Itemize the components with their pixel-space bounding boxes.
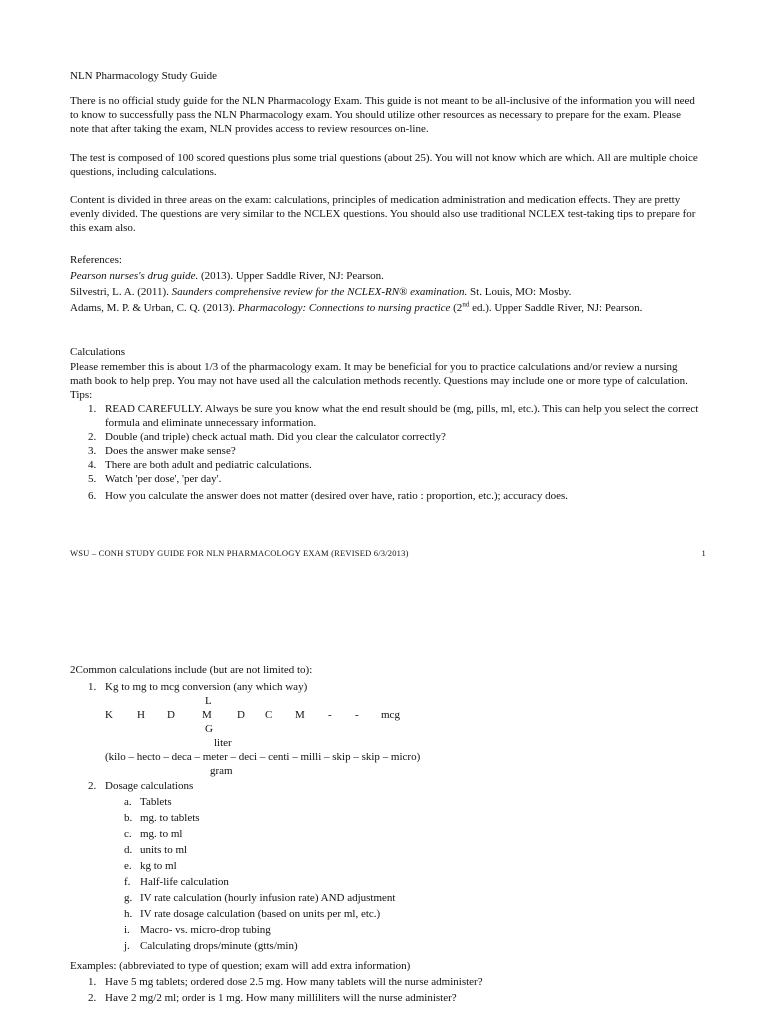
tip-text: Double (and triple) check actual math. Did you clear the calculator correctly? <box>105 431 446 443</box>
tip-item <box>70 489 700 503</box>
reference-2-author: Silvestri, L. A. (2011). <box>70 286 172 298</box>
metric-dash-2: - <box>355 709 359 721</box>
tip-text: How you calculate the answer does not matter (desired over have, ratio : proportion, etc.); accuracy does. <box>105 490 569 502</box>
sub-letter: h. <box>124 908 133 920</box>
metric-K: K <box>105 709 113 721</box>
sub-item <box>70 827 700 841</box>
sub-text: units to ml <box>140 844 188 856</box>
footer-text: WSU – CONH STUDY GUIDE FOR NLN PHARMACOLOGY EXAM (REVISED 6/3/2013) <box>70 548 409 558</box>
calculations-text: Please remember this is about 1/3 of the pharmacology exam. It may be beneficial for you to practice calculations and/or review a nursing math book to help prep. You may not have used all the calculation methods recently. Questions may include one or more type of calculation. <box>70 361 688 387</box>
sub-letter: f. <box>124 876 131 888</box>
sub-letter: a. <box>124 796 132 808</box>
test-paragraph: The test is composed of 100 scored questions plus some trial questions (about 25). You will not know which are which. All are multiple choice questions, including calculations. <box>70 152 698 178</box>
sub-text: Calculating drops/minute (gtts/min) <box>140 940 298 952</box>
item-number: 2. <box>88 780 97 792</box>
sub-text: Tablets <box>140 796 172 808</box>
metric-mcg: mcg <box>381 709 400 721</box>
list-item <box>70 680 700 694</box>
tip-item <box>70 444 700 458</box>
metric-dash-1: - <box>328 709 332 721</box>
sub-text: mg. to tablets <box>140 812 200 824</box>
metric-gram: gram <box>210 765 233 777</box>
reference-2 <box>70 285 700 299</box>
sub-letter: g. <box>124 892 133 904</box>
sub-item <box>70 923 700 937</box>
sub-item <box>70 859 700 873</box>
reference-1-title: Pearson nurses's drug guide. <box>70 270 199 282</box>
sub-item <box>70 907 700 921</box>
examples-heading: Examples: (abbreviated to type of question; exam will add extra information) <box>70 960 411 972</box>
tip-text: Watch 'per dose', 'per day'. <box>105 473 222 485</box>
examples-list <box>70 975 700 1005</box>
tip-number: 4. <box>88 459 97 471</box>
tip-number: 3. <box>88 445 97 457</box>
sub-item <box>70 891 700 905</box>
example-item <box>70 991 700 1005</box>
tip-text: Does the answer make sense? <box>105 445 236 457</box>
common-calculations-list <box>70 680 700 694</box>
example-number: 1. <box>88 976 97 988</box>
references-section <box>70 253 700 315</box>
page-2 <box>70 663 700 1005</box>
sub-text: Half-life calculation <box>140 876 229 888</box>
document-title: NLN Pharmacology Study Guide <box>70 70 217 82</box>
content-paragraph: Content is divided in three areas on the exam: calculations, principles of medication administration and medication effects. They are pretty evenly divided. The questions are very similar to the NCLEX questions. You should also use traditional NCLEX test-taking tips to prepare for this exam also. <box>70 194 696 234</box>
metric-D2: D <box>237 709 245 721</box>
reference-2-rest: St. Louis, MO: Mosby. <box>467 286 572 298</box>
sub-item <box>70 795 700 809</box>
sub-letter: e. <box>124 860 132 872</box>
example-item <box>70 975 700 989</box>
metric-ladder <box>70 694 670 764</box>
sub-text: kg to ml <box>140 860 177 872</box>
tip-number: 2. <box>88 431 97 443</box>
reference-2-title: Saunders comprehensive review for the NCLEX-RN® examination. <box>171 286 468 298</box>
tips-heading: Tips: <box>70 389 93 401</box>
reference-3-sup: nd <box>462 300 470 309</box>
example-text: Have 5 mg tablets; ordered dose 2.5 mg. How many tablets will the nurse administer? <box>105 976 483 988</box>
tip-item <box>70 430 700 444</box>
calculations-heading: Calculations <box>70 346 125 358</box>
dosage-sublist <box>70 795 700 953</box>
sub-letter: b. <box>124 812 133 824</box>
item-number: 1. <box>88 681 97 693</box>
reference-3-rest: ed.). Upper Saddle River, NJ: Pearson. <box>469 302 643 314</box>
tip-number: 6. <box>88 490 97 502</box>
sub-letter: d. <box>124 844 133 856</box>
reference-1 <box>70 269 700 283</box>
metric-G: G <box>205 723 213 735</box>
calculations-section <box>70 345 700 503</box>
example-text: Have 2 mg/2 ml; order is 1 mg. How many milliliters will the nurse administer? <box>105 992 457 1004</box>
footer-page-number: 1 <box>701 548 706 558</box>
sub-item <box>70 939 700 953</box>
sub-letter: c. <box>124 828 132 840</box>
reference-3 <box>70 301 700 315</box>
metric-H: H <box>137 709 145 721</box>
tip-item <box>70 472 700 486</box>
reference-3-mid: (2 <box>450 302 463 314</box>
sub-text: IV rate calculation (hourly infusion rate) AND adjustment <box>140 892 396 904</box>
example-number: 2. <box>88 992 97 1004</box>
metric-liter: liter <box>214 737 232 749</box>
dosage-list <box>70 779 700 793</box>
item-text: Dosage calculations <box>105 780 194 792</box>
sub-item <box>70 811 700 825</box>
metric-M: M <box>202 709 212 721</box>
reference-3-author: Adams, M. P. & Urban, C. Q. (2013). <box>70 302 238 314</box>
intro-paragraph: There is no official study guide for the NLN Pharmacology Exam. This guide is not meant to be all-inclusive of the information you will need to know to successfully pass the NLN Pharmacology exam. You should utilize other resources as necessary to prepare for the exam. Please note that after taking the exam, NLN provides access to review resources on-line. <box>70 95 695 135</box>
tip-text: READ CAREFULLY. Always be sure you know what the end result should be (mg, pills, ml, etc.). This can help you select the correct formula and eliminate unnecessary information. <box>105 403 699 429</box>
sub-item <box>70 875 700 889</box>
tip-number: 5. <box>88 473 97 485</box>
list-item <box>70 779 700 793</box>
reference-1-rest: (2013). Upper Saddle River, NJ: Pearson. <box>198 270 384 282</box>
tip-item <box>70 402 700 430</box>
metric-C: C <box>265 709 273 721</box>
page-footer <box>70 546 706 560</box>
metric-prefixes-line: (kilo – hecto – deca – meter – deci – centi – milli – skip – skip – micro) <box>105 751 421 763</box>
tip-number: 1. <box>88 403 97 415</box>
reference-3-title: Pharmacology: Connections to nursing practice <box>237 302 451 314</box>
tip-item <box>70 458 700 472</box>
metric-L: L <box>205 695 212 707</box>
metric-D: D <box>167 709 175 721</box>
item-text: Kg to mg to mcg conversion (any which way) <box>105 681 308 693</box>
sub-letter: j. <box>124 940 130 952</box>
references-heading: References: <box>70 254 122 266</box>
common-calculations-intro: 2Common calculations include (but are not limited to): <box>70 664 313 676</box>
sub-text: Macro- vs. micro-drop tubing <box>140 924 271 936</box>
tip-text: There are both adult and pediatric calculations. <box>105 459 312 471</box>
sub-letter: i. <box>124 924 130 936</box>
sub-text: mg. to ml <box>140 828 183 840</box>
metric-M2: M <box>295 709 305 721</box>
sub-text: IV rate dosage calculation (based on units per ml, etc.) <box>140 908 381 920</box>
sub-item <box>70 843 700 857</box>
tips-list <box>70 402 700 503</box>
